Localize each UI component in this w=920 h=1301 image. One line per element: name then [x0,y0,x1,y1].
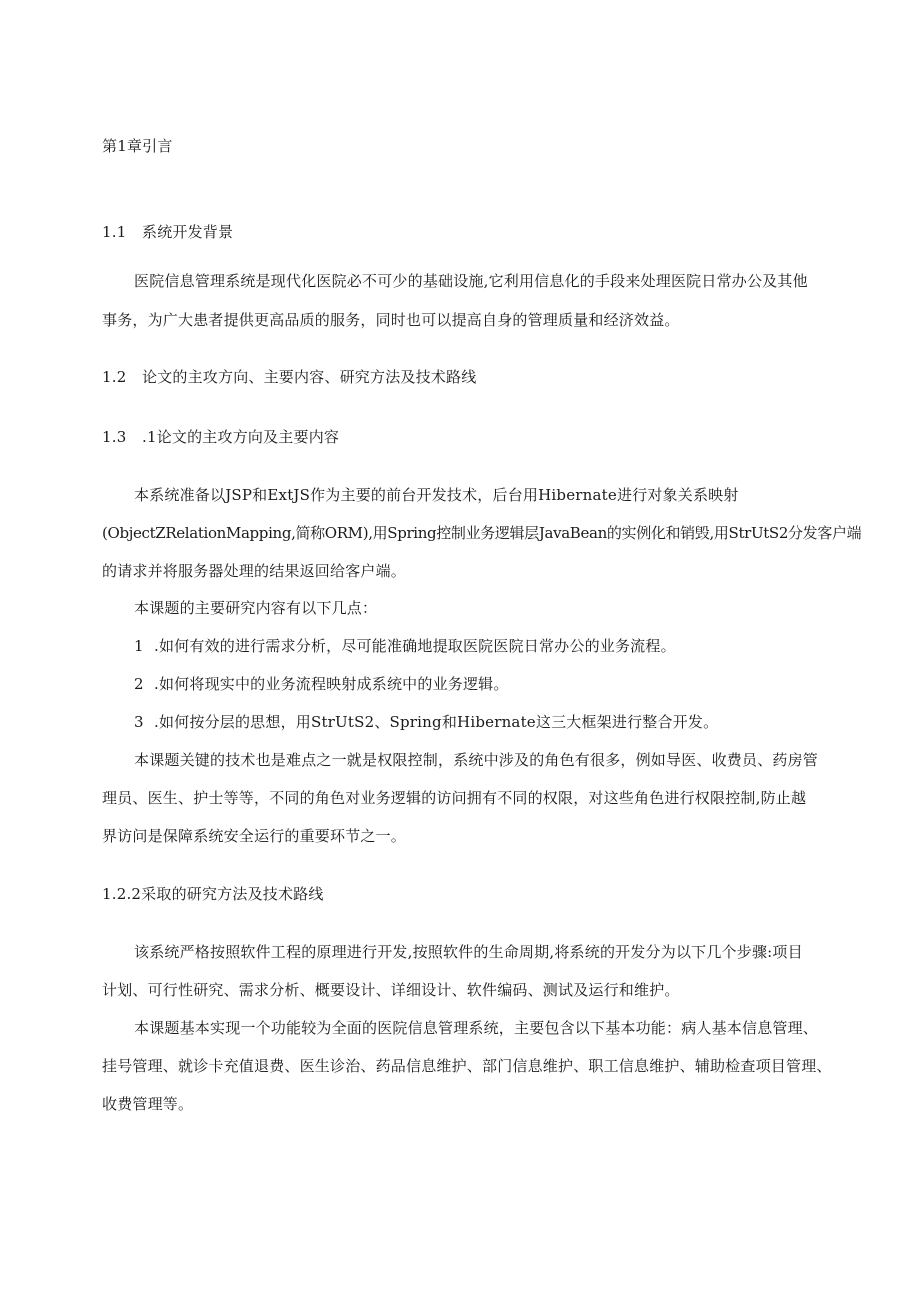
section-1-1-heading [102,222,233,242]
paragraph-line: 的请求并将服务器处理的结果返回给客户端。 [102,562,407,580]
paragraph-line: 该系统严格按照软件工程的原理进行开发,按照软件的生命周期,将系统的开发分为以下几个步骤:项目 [134,943,803,961]
paragraph-line: 理员、医生、护士等等，不同的角色对业务逻辑的访问拥有不同的权限，对这些角色进行权限控制,防止越 [102,789,807,807]
list-item-number: 2 [134,675,144,693]
section-title: 论文的主攻方向、主要内容、研究方法及技术路线 [142,368,477,386]
section-1-3-heading [102,427,339,447]
paragraph-line: 事务，为广大患者提供更高品质的服务，同时也可以提高自身的管理质量和经济效益。 [102,311,680,329]
list-item-number: 3 [134,713,144,731]
list-item [134,636,676,656]
list-item [134,712,718,732]
list-item-text: .如何将现实中的业务流程映射成系统中的业务逻辑。 [154,675,509,693]
paragraph-line: (ObjectZRelationMapping,简称ORM),用Spring控制业务逻辑层JavaBean的实例化和销毁,用StrUtS2分发客户端 [102,524,862,542]
section-1-2-heading [102,367,476,387]
paragraph-line: 本课题基本实现一个功能较为全面的医院信息管理系统，主要包含以下基本功能：病人基本信息管理、 [134,1019,819,1037]
paragraph-line: 计划、可行性研究、需求分析、概要设计、详细设计、软件编码、测试及运行和维护。 [102,981,680,999]
section-title: .1论文的主攻方向及主要内容 [142,428,340,446]
paragraph-line: 收费管理等。 [102,1095,194,1113]
paragraph-line: 挂号管理、就诊卡充值退费、医生诊治、药品信息维护、部门信息维护、职工信息维护、辅助检查项目管理、 [102,1057,832,1075]
paragraph-line: 本系统准备以JSP和ExtJS作为主要的前台开发技术，后台用Hibernate进行对象关系映射 [134,486,739,504]
section-1-2-2-heading: 1.2.2采取的研究方法及技术路线 [102,885,324,903]
list-item-text: .如何按分层的思想，用StrUtS2、Spring和Hibernate这三大框架进行整合开发。 [154,713,719,731]
paragraph-line: 医院信息管理系统是现代化医院必不可少的基础设施,它利用信息化的手段来处理医院日常办公及其他 [134,272,808,290]
list-item-text: .如何有效的进行需求分析，尽可能准确地提取医院医院日常办公的业务流程。 [154,637,676,655]
paragraph-line: 本课题的主要研究内容有以下几点： [134,599,378,617]
list-item-number: 1 [134,637,144,655]
chapter-title: 第1章引言 [102,137,173,155]
section-title: 系统开发背景 [142,223,234,241]
section-number: 1.3 [102,428,127,446]
list-item [134,674,509,694]
section-number: 1.1 [102,223,127,241]
paragraph-line: 界访问是保障系统安全运行的重要环节之一。 [102,827,407,845]
section-number: 1.2 [102,368,127,386]
paragraph-line: 本课题关键的技术也是难点之一就是权限控制，系统中涉及的角色有很多，例如导医、收费员、药房管 [134,751,819,769]
